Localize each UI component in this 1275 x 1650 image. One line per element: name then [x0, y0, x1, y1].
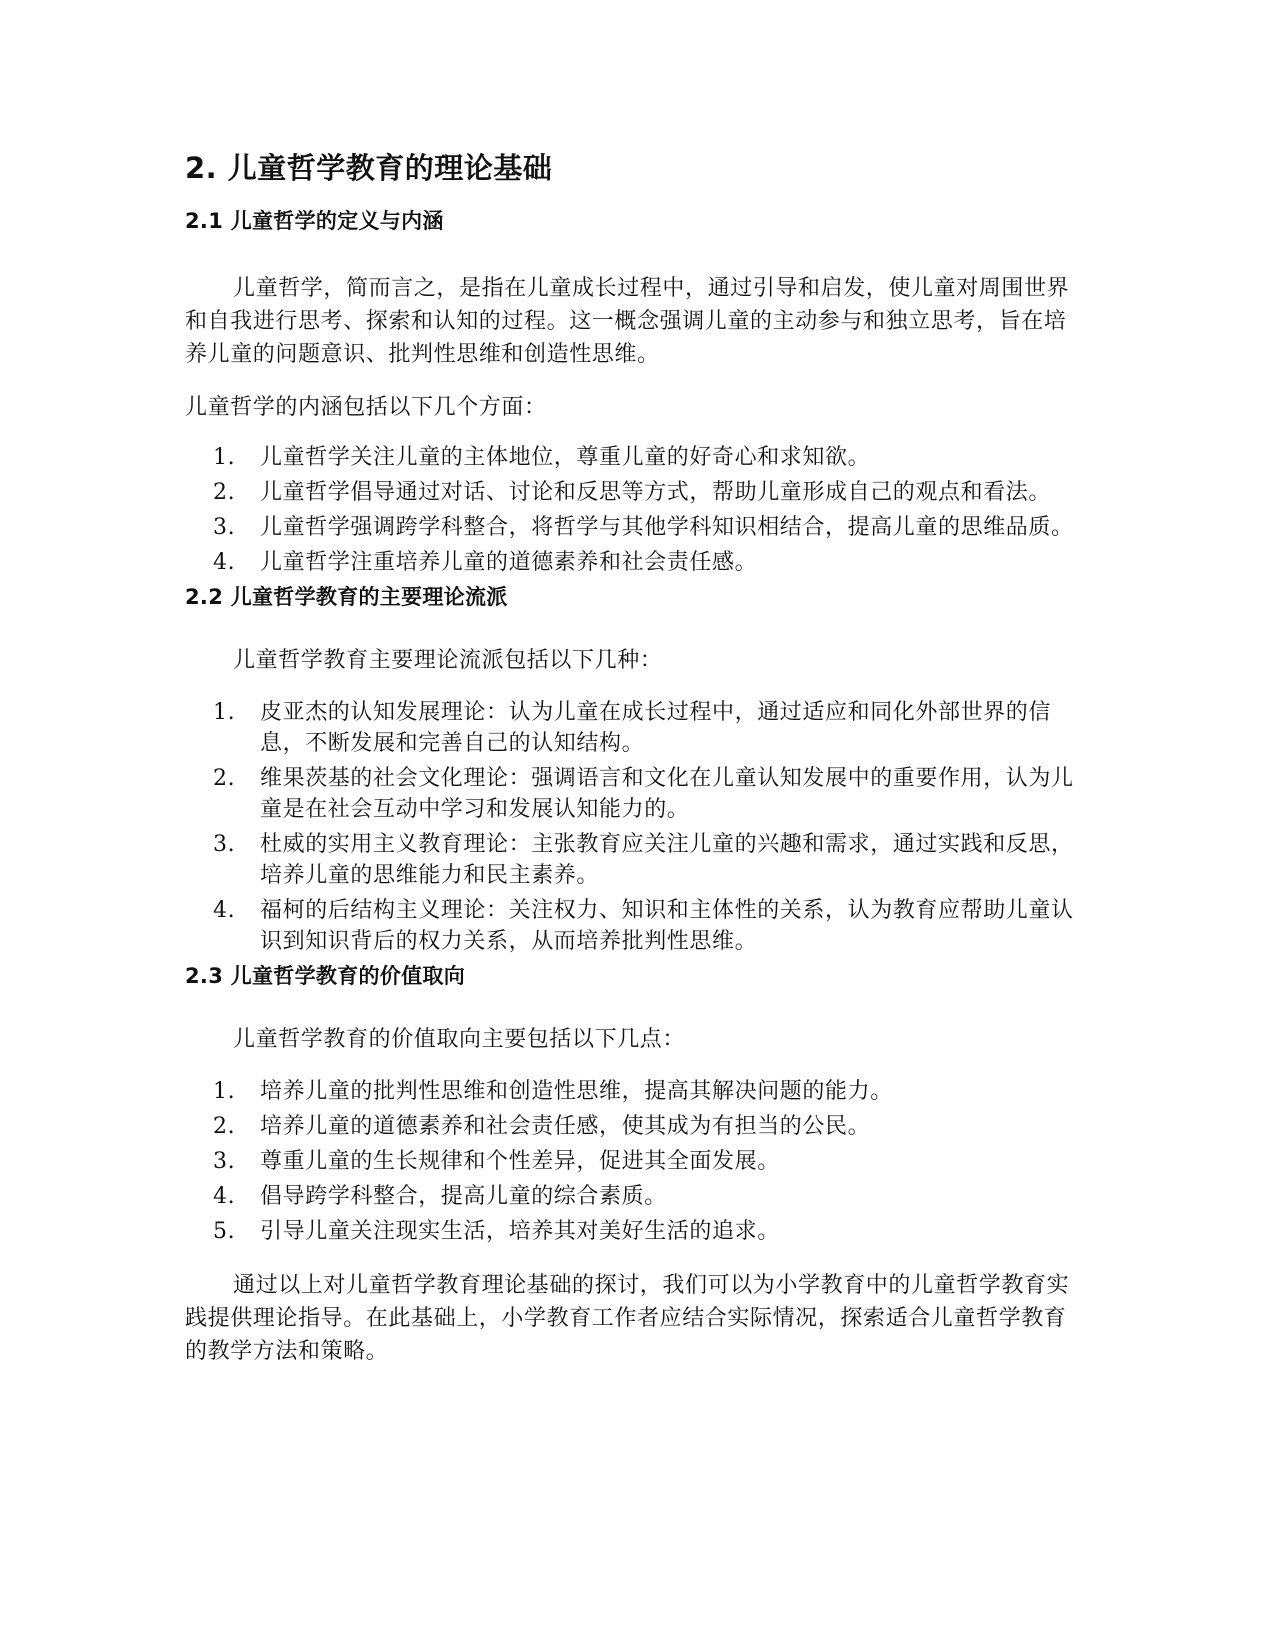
section-heading-2-2: 2.2 儿童哲学教育的主要理论流派	[185, 585, 508, 609]
section-2-2-list	[185, 697, 1085, 957]
conclusion-paragraph: 通过以上对儿童哲学教育理论基础的探讨，我们可以为小学教育中的儿童哲学教育实践提供理论指导。在此基础上，小学教育工作者应结合实际情况，探索适合儿童哲学教育的教学方法和策略。	[185, 1273, 1070, 1364]
list-item: 1. 培养儿童的批判性思维和创造性思维，提高其解决问题的能力。	[213, 1079, 893, 1104]
list-item: 3. 尊重儿童的生长规律和个性差异，促进其全面发展。	[213, 1149, 780, 1174]
chapter-title: 2. 儿童哲学教育的理论基础	[185, 151, 553, 185]
list-item: 3. 儿童哲学强调跨学科整合，将哲学与其他学科知识相结合，提高儿童的思维品质。	[213, 515, 1074, 540]
document-page	[185, 148, 1085, 1368]
section-heading-2-1: 2.1 儿童哲学的定义与内涵	[185, 209, 444, 233]
list-item: 2. 儿童哲学倡导通过对话、讨论和反思等方式，帮助儿童形成自己的观点和看法。	[213, 480, 1052, 505]
list-item: 2. 维果茨基的社会文化理论：强调语言和文化在儿童认知发展中的重要作用，认为儿童是在社会互动中学习和发展认知能力的。	[213, 766, 1074, 822]
section-2-3-list	[185, 1076, 1085, 1247]
section-2-1-paragraph: 儿童哲学，简而言之，是指在儿童成长过程中，通过引导和启发，使儿童对周围世界和自我进行思考、探索和认知的过程。这一概念强调儿童的主动参与和独立思考，旨在培养儿童的问题意识、批判性思维和创造性思维。	[185, 276, 1070, 367]
list-item: 3. 杜威的实用主义教育理论：主张教育应关注儿童的兴趣和需求，通过实践和反思，培养儿童的思维能力和民主素养。	[213, 832, 1074, 888]
list-item: 2. 培养儿童的道德素养和社会责任感，使其成为有担当的公民。	[213, 1114, 871, 1139]
section-2-3-intro: 儿童哲学教育的价值取向主要包括以下几点：	[233, 1027, 686, 1052]
section-heading-2-3: 2.3 儿童哲学教育的价值取向	[185, 964, 466, 988]
section-2-1-list	[185, 442, 1085, 578]
section-2-2-intro: 儿童哲学教育主要理论流派包括以下几种：	[233, 648, 663, 673]
list-item: 4. 福柯的后结构主义理论：关注权力、知识和主体性的关系，认为教育应帮助儿童认识到知识背后的权力关系，从而培养批判性思维。	[213, 898, 1074, 954]
list-item: 4. 儿童哲学注重培养儿童的道德素养和社会责任感。	[213, 550, 758, 575]
list-item: 1. 皮亚杰的认知发展理论：认为儿童在成长过程中，通过适应和同化外部世界的信息，不断发展和完善自己的认知结构。	[213, 700, 1052, 756]
list-item: 5. 引导儿童关注现实生活，培养其对美好生活的追求。	[213, 1219, 780, 1244]
list-item: 1. 儿童哲学关注儿童的主体地位，尊重儿童的好奇心和求知欲。	[213, 445, 871, 470]
list-item: 4. 倡导跨学科整合，提高儿童的综合素质。	[213, 1184, 667, 1209]
section-2-1-intro: 儿童哲学的内涵包括以下几个方面：	[185, 395, 547, 420]
